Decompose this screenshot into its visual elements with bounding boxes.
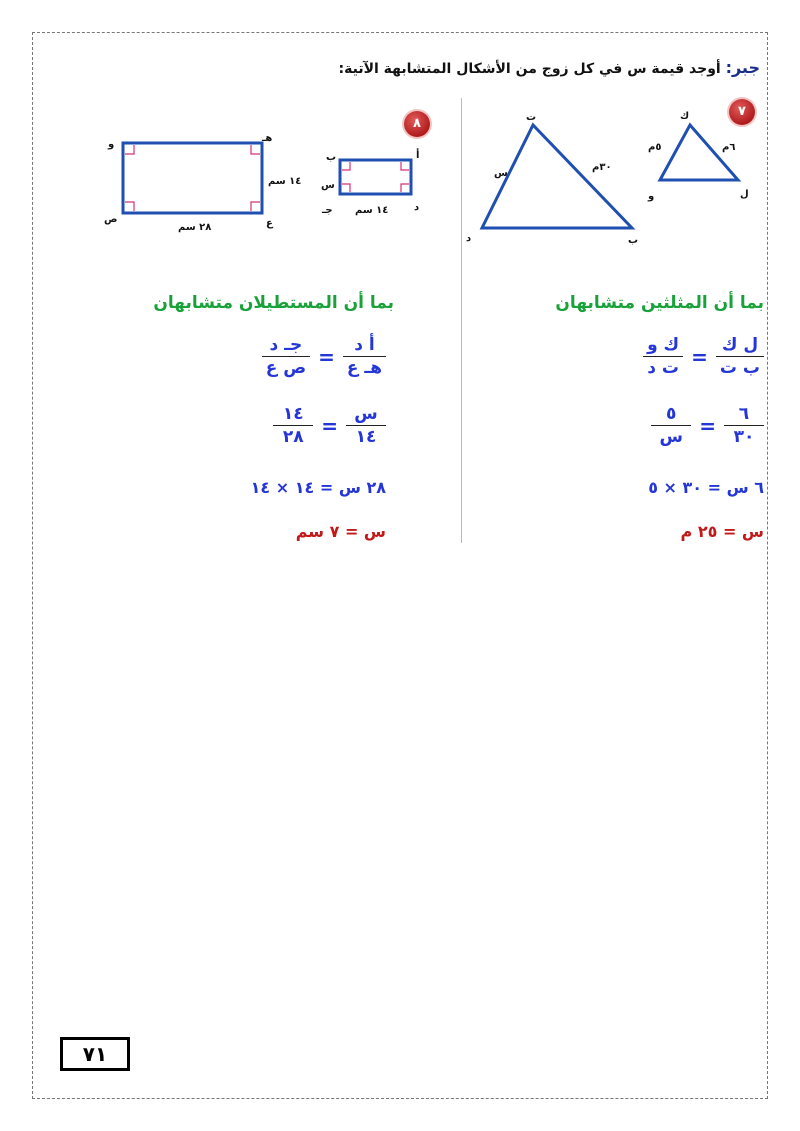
equals-sign: =	[318, 344, 335, 369]
fraction-x-14	[346, 403, 386, 448]
fraction-den: ٢٨	[282, 427, 304, 447]
small-rectangle	[340, 160, 411, 194]
vertex-l: ل	[740, 189, 749, 200]
solution-7-equation: ٦ س = ٣٠ × ٥	[648, 478, 764, 497]
vertex-sad: ص	[104, 214, 118, 225]
vertex-alef: أ	[416, 150, 420, 161]
side-30-label: ٣٠م	[592, 162, 612, 173]
vertex-k: ك	[680, 111, 690, 122]
solution-7-title: بما أن المثلثين متشابهان	[555, 293, 764, 313]
fraction-jd-su	[262, 334, 310, 379]
fraction-num: ١٤	[282, 404, 304, 424]
equals-sign: =	[699, 413, 716, 438]
fraction-den: ص ع	[265, 358, 307, 378]
vertex-jim: جـ	[322, 205, 333, 216]
side-x-rect-label: س	[321, 180, 335, 191]
side-5-label: ٥م	[648, 142, 662, 153]
vertex-b: ب	[628, 235, 639, 246]
fraction-den: ب ت	[719, 358, 760, 378]
fraction-num: أ د	[354, 335, 375, 355]
solution-7-answer: س = ٢٥ م	[680, 522, 764, 541]
triangles-figure	[0, 0, 800, 260]
heading-label: جبر:	[725, 58, 760, 77]
vertex-ba: ب	[326, 152, 337, 163]
side-28-label: ٢٨ سم	[178, 222, 212, 233]
large-rectangle	[123, 143, 262, 213]
solution-8-substitution	[273, 403, 386, 448]
solution-8-equation: ٢٨ س = ١٤ × ١٤	[250, 478, 386, 497]
fraction-num: جـ د	[269, 335, 303, 355]
vertex-ain: ع	[266, 218, 273, 229]
solution-8-title: بما أن المستطيلان متشابهان	[153, 293, 394, 313]
fraction-den: ١٤	[355, 427, 377, 447]
fraction-num: ل ك	[721, 335, 759, 355]
vertex-w: و	[648, 191, 655, 202]
fraction-lk-bt	[716, 334, 764, 379]
fraction-kw-td	[643, 334, 683, 379]
heading-text: أوجد قيمة س في كل زوج من الأشكال المتشابهة الآتية:	[338, 61, 721, 77]
equals-sign: =	[691, 344, 708, 369]
equals-sign: =	[321, 413, 338, 438]
fraction-num: ٥	[666, 404, 677, 424]
fraction-den: ت د	[647, 358, 679, 378]
side-6-label: ٦م	[722, 142, 736, 153]
fraction-14-28	[273, 403, 313, 448]
fraction-6-30	[724, 403, 764, 448]
fraction-5-x	[651, 403, 691, 448]
vertex-d: د	[466, 233, 472, 244]
fraction-ad-hu	[343, 334, 386, 379]
solution-8-answer: س = ٧ سم	[295, 522, 386, 541]
vertex-dal: د	[414, 202, 420, 213]
problem-7-badge: ٧	[729, 99, 755, 125]
fraction-num: ٦	[738, 404, 750, 424]
page-number: ٧١	[60, 1037, 130, 1071]
solution-7-substitution	[651, 403, 764, 448]
side-14-large-label: ١٤ سم	[268, 176, 302, 187]
fraction-den: هـ ع	[346, 358, 382, 378]
vertex-t: ت	[526, 112, 537, 123]
fraction-den: ٣٠	[733, 427, 755, 447]
fraction-num: ك و	[647, 335, 680, 355]
problem-8-badge: ٨	[404, 111, 430, 137]
solution-7-proportion	[643, 334, 764, 379]
side-14-small-label: ١٤ سم	[355, 205, 389, 216]
fraction-den: س	[659, 427, 683, 447]
side-x-label: س	[494, 168, 508, 179]
fraction-num: س	[354, 404, 378, 424]
solution-8-proportion	[262, 334, 386, 379]
vertex-waw: و	[108, 139, 115, 150]
small-rect-right-angles	[342, 162, 409, 192]
vertex-haa: هـ	[262, 133, 273, 144]
large-rect-right-angles	[125, 145, 260, 211]
